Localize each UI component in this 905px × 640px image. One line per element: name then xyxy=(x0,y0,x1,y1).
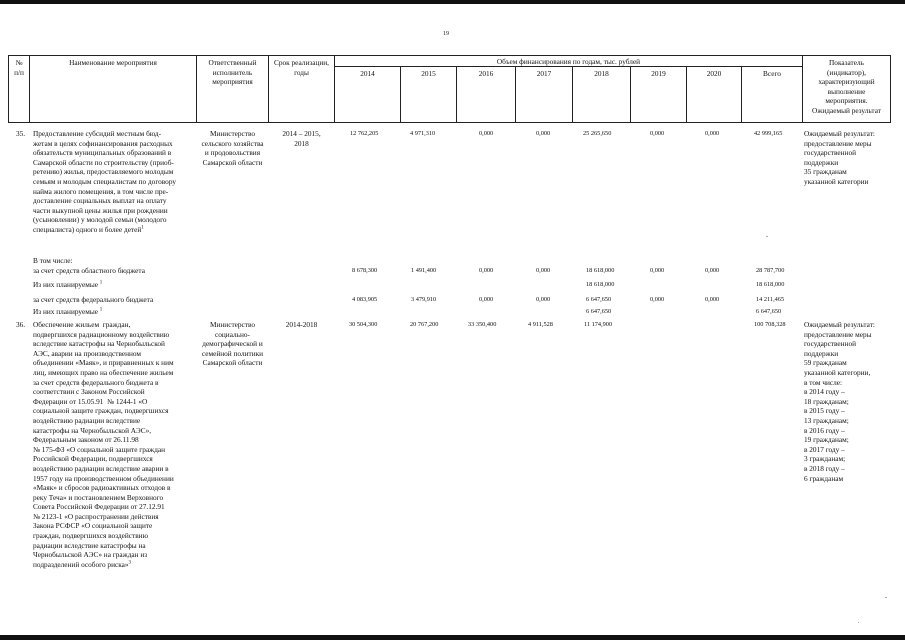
regional-2017: 0,000 xyxy=(536,267,551,274)
header-total: Всего xyxy=(763,69,781,78)
table-header-bottom-line xyxy=(8,122,890,123)
header-name: Наименование мероприятия xyxy=(69,58,157,67)
row36-number: 36. xyxy=(16,320,26,329)
row36-2017: 4 911,528 xyxy=(528,321,553,328)
row35-2018: 25 265,650 xyxy=(583,130,612,137)
planned-regional-total: 18 618,000 xyxy=(756,281,785,288)
row36-executor: Министерство социально- демографической и семейной политики Самарской области xyxy=(201,320,264,368)
federal-2020: 0,000 xyxy=(705,296,720,303)
federal-2018: 6 647,650 xyxy=(586,296,612,303)
federal-budget-label: за счет средств федерального бюджета xyxy=(33,295,154,304)
stray-mark: . xyxy=(858,619,860,625)
planned-label: Из них планируемые $^1$ xyxy=(33,280,103,289)
row35-2020: 0,000 xyxy=(705,130,720,137)
row35-2017: 0,000 xyxy=(536,130,551,137)
row36-2018: 11 174,900 xyxy=(584,321,613,328)
header-year-2014: 2014 xyxy=(360,69,375,78)
header-executor: Ответственный исполнитель мероприятия xyxy=(208,58,257,87)
row35-total: 42 999,165 xyxy=(754,130,783,137)
federal-2016: 0,000 xyxy=(479,296,494,303)
header-no: № п/п xyxy=(14,58,24,77)
row35-2015: 4 971,310 xyxy=(410,130,436,137)
row35-name: Предоставление субсидий местным бюд- жетам в целях софинансирования расходных обязательств муниципальных образований в Самарской области по строительству (приоб- ретению) жилья, предоставляемого молодым семьям и молодым специалистам по договору найма жилого помещения, в том числе пре- доставление социальных выплат на оплату части выкупной цены жилья при рождении (усыновлении) у молодой семьи (молодого специалиста) одного и более детей$^1$ xyxy=(33,129,177,234)
regional-2015: 1 491,400 xyxy=(411,267,437,274)
regional-budget-label: за счет средств областного бюджета xyxy=(33,266,145,275)
page-number: 19 xyxy=(443,31,449,37)
stray-mark: - xyxy=(766,234,768,240)
regional-2014: 8 678,300 xyxy=(352,267,378,274)
row35-2019: 0,000 xyxy=(650,130,665,137)
row36-total: 100 708,328 xyxy=(754,321,786,328)
regional-2016: 0,000 xyxy=(479,267,494,274)
regional-total: 28 787,700 xyxy=(756,267,785,274)
federal-2015: 3 479,910 xyxy=(411,296,437,303)
planned-federal-2018: 6 647,650 xyxy=(586,308,612,315)
row35-term: 2014 – 2015, 2018 xyxy=(282,129,321,148)
federal-2019: 0,000 xyxy=(650,296,665,303)
header-year-2018: 2018 xyxy=(594,69,609,78)
header-year-2016: 2016 xyxy=(478,69,494,78)
header-term: Срок реализации, годы xyxy=(273,58,330,77)
including-label: В том числе: xyxy=(33,256,73,265)
row35-2014: 12 762,205 xyxy=(350,130,379,137)
row35-2016: 0,000 xyxy=(479,130,494,137)
header-year-2020: 2020 xyxy=(706,69,722,78)
federal-2017: 0,000 xyxy=(536,296,551,303)
row36-indicator: Ожидаемый результат: предоставление меры государственной поддержки 59 гражданам указанной категории, в том числе: в 2014 году – 18 гражданам; в 2015 году – 13 гражданам; в 2016 году – 19 гражданам; в 2017 году – 3 гражданам; в 2018 году – 6 гражданам xyxy=(804,320,875,483)
table-border-right xyxy=(890,55,891,123)
federal-total: 14 211,465 xyxy=(756,296,785,303)
row36-2014: 30 504,300 xyxy=(349,321,378,328)
header-year-2015: 2015 xyxy=(421,69,436,78)
regional-2019: 0,000 xyxy=(650,267,665,274)
planned-label-federal: Из них планируемые $^1$ xyxy=(33,307,103,316)
header-year-2017: 2017 xyxy=(536,69,552,78)
row36-name: Обеспечение жильем граждан, подвергшихся радиационному воздействию вследствие катастрофы на Чернобыльской АЭС, аварии на производственном объединении «Маяк», и приравненных к ним лиц, имеющих право на обеспечение жильем за счет средств федерального бюджета в соответствии с Законом Российской Федерации от 15.05.91 № 1244-1 «О социальной защите граждан, подвергшихся воздействию радиации вследствие катастрофы на Чернобыльской АЭС», Федеральным законом от 26.11.98 № 175-ФЗ «О социальной защите граждан Российской Федерации, подвергшихся воздействию радиации вследствие аварии в 1957 году на производственном объединении «Маяк» и сбросов радиоактивных отходов в реку Теча» и постановлением Верховного Совета Российской Федерации от 27.12.91 № 2123-1 «О распространении действия Закона РСФСР «О социальной защите граждан, подвергшихся воздействию радиации вследствие катастрофы на Чернобыльской АЭС» на граждан из подразделений особого риска»$^3$ xyxy=(33,320,174,569)
row36-term: 2014-2018 xyxy=(285,320,318,329)
row35-executor: Министерство сельского хозяйства и продовольствия Самарской области xyxy=(201,129,264,167)
row35-number: 35. xyxy=(16,129,26,138)
table-top-line xyxy=(8,55,890,56)
federal-2014: 4 083,905 xyxy=(352,296,378,303)
regional-2018: 18 618,000 xyxy=(586,267,615,274)
row35-indicator: Ожидаемый результат: предоставление меры государственной поддержки 35 гражданам указанной категории xyxy=(804,129,875,186)
planned-regional-2018: 18 618,000 xyxy=(586,281,615,288)
header-financing: Объем финансирования по годам, тыс. рублей xyxy=(496,57,641,66)
planned-federal-total: 6 647,650 xyxy=(756,308,782,315)
bottom-border xyxy=(0,635,905,640)
stray-mark: - xyxy=(885,595,887,601)
header-indicator: Показатель (индикатор), характеризующий выполнение мероприятия. Ожидаемый результат xyxy=(812,58,881,115)
header-year-2019: 2019 xyxy=(651,69,666,78)
top-border xyxy=(0,0,905,4)
row36-2016: 33 350,400 xyxy=(468,321,497,328)
regional-2020: 0,000 xyxy=(705,267,720,274)
row36-2015: 20 767,200 xyxy=(410,321,439,328)
